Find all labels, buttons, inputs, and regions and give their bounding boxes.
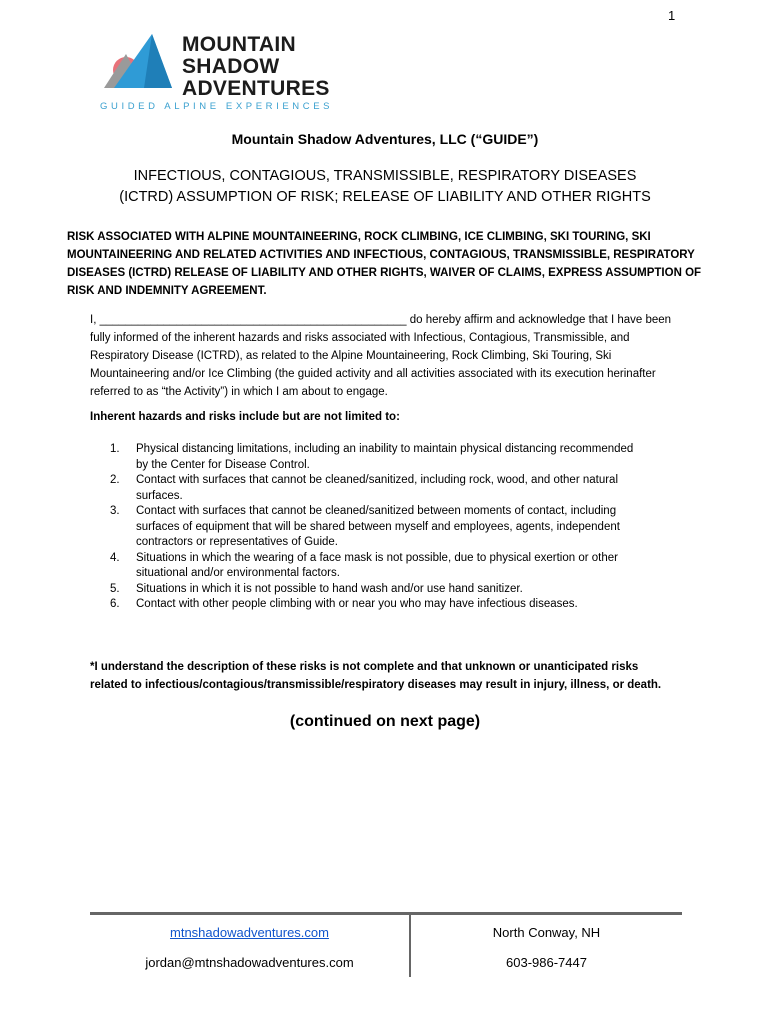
location: North Conway, NH [492,925,601,940]
page-number: 1 [668,8,676,23]
title-line-2: (ICTRD) ASSUMPTION OF RISK; RELEASE OF LIABILITY AND OTHER RIGHTS [119,189,651,205]
hazard-text: Contact with surfaces that cannot be cleaned/sanitized, including rock, wood, and other natural surfaces. [136,474,619,502]
logo-word-adventures: ADVENTURES [182,77,330,100]
footer-divider [90,912,682,915]
hazards-list [110,442,640,613]
hazard-item [110,504,640,551]
hazard-number: 3. [110,505,120,517]
continued-notice: (continued on next page) [289,713,481,730]
hazard-item [110,582,640,598]
hazard-item [110,473,640,504]
company-logo [100,32,360,116]
hazard-text: Physical distancing limitations, including an inability to maintain physical distancing recommended by the Center for Disease Control. [136,443,634,471]
document-title [60,166,710,208]
company-name: Mountain Shadow Adventures, LLC (“GUIDE”) [231,131,539,147]
phone-number: 603-986-7447 [506,955,587,970]
hazard-number: 2. [110,474,120,486]
mountain-logo-icon [100,32,180,98]
hazard-number: 5. [110,582,120,595]
hazard-item [110,442,640,473]
website-link[interactable]: mtnshadowadventures.com [170,925,329,940]
inherent-hazards-heading: Inherent hazards and risks include but are not limited to: [90,411,400,423]
understanding-statement: *I understand the description of these risks is not complete and that unknown or unanticipated risks related to infectious/contagious/transmissible/respiratory diseases may result in injury, illness, or death. [90,661,662,691]
hazard-number: 6. [110,598,120,610]
hazard-text: Contact with surfaces that cannot be cleaned/sanitized between moments of contact, including surfaces of equipment that will be shared between myself and employees, agents, independent contractors or representatives of Guide. [136,505,620,548]
logo-word-mountain: MOUNTAIN [182,33,296,56]
contact-email: jordan@mtnshadowadventures.com [145,955,354,970]
hazard-item [110,551,640,582]
risk-heading: RISK ASSOCIATED WITH ALPINE MOUNTAINEERING, ROCK CLIMBING, ICE CLIMBING, SKI TOURING, SKI MOUNTAINEERING AND RELATED ACTIVITIES AND INFECTIOUS, CONTAGIOUS, TRANSMISSIBLE, RESPIRATORY DISEASES (ICTRD) RELEASE OF LIABILITY AND OTHER RIGHTS, WAIVER OF CLAIMS, EXPRESS ASSUMPTION OF RISK AND INDEMNITY AGREEMENT. [67,231,702,297]
hazard-text: Situations in which it is not possible to hand wash and/or use hand sanitizer. [136,582,523,595]
title-line-1: INFECTIOUS, CONTAGIOUS, TRANSMISSIBLE, RESPIRATORY DISEASES [133,168,637,184]
hazard-number: 1. [110,443,120,455]
hazard-text: Situations in which the wearing of a face mask is not possible, due to physical exertion or other situational and/or environmental factors. [136,551,618,579]
affirmation-paragraph: I, ________________________________________________ do hereby affirm and acknowledge that I have been fully informed of the inherent hazards and risks associated with Infectious, Contagious, Transmissible, and Respiratory Disease (ICTRD), as related to the Alpine Mountaineering, Rock Climbing, Ski Touring, Ski Mountaineering and/or Ice Climbing (the guided activity and all activities associated with its execution herinafter referred to as “the Activity”) in which I am about to engage. [90,314,672,398]
logo-tagline: GUIDED ALPINE EXPERIENCES [100,101,334,112]
hazard-number: 4. [110,551,120,564]
hazard-text: Contact with other people climbing with or near you who may have infectious diseases. [136,598,578,610]
hazard-item [110,597,640,613]
logo-word-shadow: SHADOW [182,55,280,78]
